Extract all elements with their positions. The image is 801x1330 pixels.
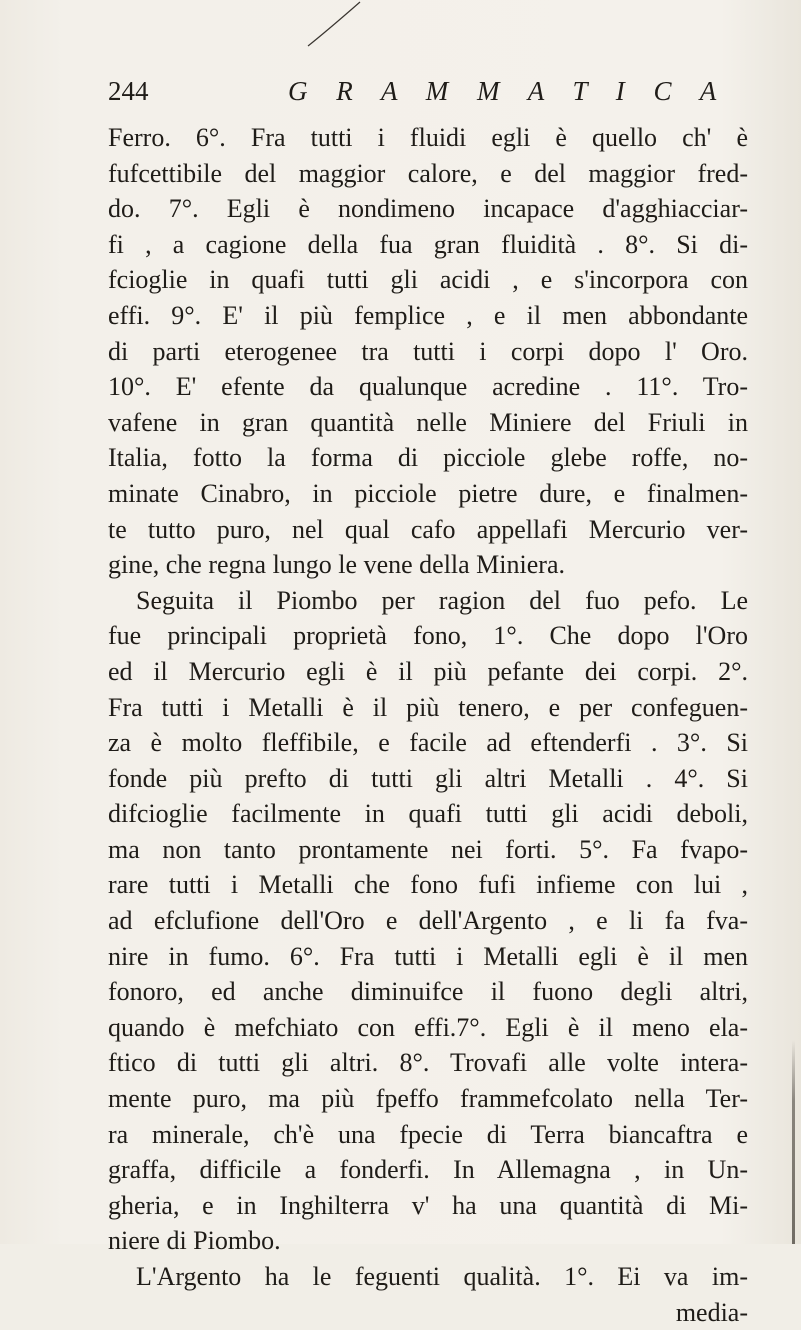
page-edge-shadow [792, 1040, 795, 1244]
text-line: fonde più prefto di tutti gli altri Metalli . 4°. Si [108, 763, 748, 793]
paragraph-start-line: L'Argento ha le feguenti qualità. 1°. Ei va im- [136, 1262, 748, 1291]
text-line: te tutto puro, nel qual cafo appellafi Mercurio ver- [108, 514, 748, 544]
text-line: fcioglie in quafi tutti gli acidi , e s'incorpora con [108, 265, 748, 295]
page-header [108, 72, 728, 112]
page-number: 244 [108, 76, 149, 106]
text-line: difcioglie facilmente in quafi tutti gli acidi deboli, [108, 799, 748, 829]
body-text [108, 120, 748, 1330]
text-line: di parti eterogenee tra tutti i corpi dopo l' Oro. [108, 336, 748, 366]
text-line: do. 7°. Egli è nondimeno incapace d'agghiacciar- [108, 194, 748, 224]
text-line: graffa, difficile a fonderfi. In Allemagna , in Un- [108, 1155, 748, 1185]
text-line: Ferro. 6°. Fra tutti i fluidi egli è quello ch' è [108, 123, 748, 152]
text-line: ed il Mercurio egli è il più pefante dei corpi. 2°. [108, 656, 748, 686]
running-head: G R A M M A T I C A [288, 76, 728, 106]
paragraph-start-line: Seguita il Piombo per ragion del fuo pefo. Le [136, 585, 748, 615]
text-line: Fra tutti i Metalli è il più tenero, e per confeguen- [108, 692, 748, 722]
text-line: ftico di tutti gli altri. 8°. Trovafi alle volte intera- [108, 1048, 748, 1078]
text-line: mente puro, ma più fpeffo frammefcolato nella Ter- [108, 1084, 748, 1114]
text-line: vafene in gran quantità nelle Miniere del Friuli in [108, 407, 748, 437]
text-line: fonoro, ed anche diminuifce il fuono degli altri, [108, 977, 748, 1007]
text-line: effi. 9°. E' il più femplice , e il men abbondante [108, 300, 748, 330]
text-line: fufcettibile del maggior calore, e del maggior fred- [108, 158, 748, 188]
paragraph-end-line: niere di Piombo. [108, 1226, 281, 1256]
text-line: za è molto fleffibile, e facile ad eftenderfi . 3°. Si [108, 728, 748, 758]
text-line: ad efclufione dell'Oro e dell'Argento , e li fa fva- [108, 906, 748, 936]
text-line: minate Cinabro, in picciole pietre dure, e finalmen- [108, 478, 748, 508]
ink-stroke-mark [300, 0, 370, 48]
text-line: fue principali proprietà fono, 1°. Che dopo l'Oro [108, 621, 748, 651]
text-line: gheria, e in Inghilterra v' ha una quantità di Mi- [108, 1190, 748, 1220]
catchword: media- [675, 1297, 748, 1327]
text-line: ra minerale, ch'è una fpecie di Terra biancaftra e [108, 1119, 748, 1149]
text-line: nire in fumo. 6°. Fra tutti i Metalli egli è il men [108, 941, 748, 971]
text-line: Italia, fotto la forma di picciole glebe roffe, no- [108, 443, 748, 473]
paragraph-end-line: gine, che regna lungo le vene della Miniera. [108, 550, 565, 580]
text-line: fi , a cagione della fua gran fluidità . 8°. Si di- [108, 229, 748, 259]
text-line: 10°. E' efente da qualunque acredine . 11°. Tro- [108, 372, 748, 402]
text-line: quando è mefchiato con effi.7°. Egli è il meno ela- [108, 1012, 748, 1042]
text-line: ma non tanto prontamente nei forti. 5°. Fa fvapo- [108, 834, 748, 864]
text-line: rare tutti i Metalli che fono fufi infieme con lui , [108, 870, 748, 900]
